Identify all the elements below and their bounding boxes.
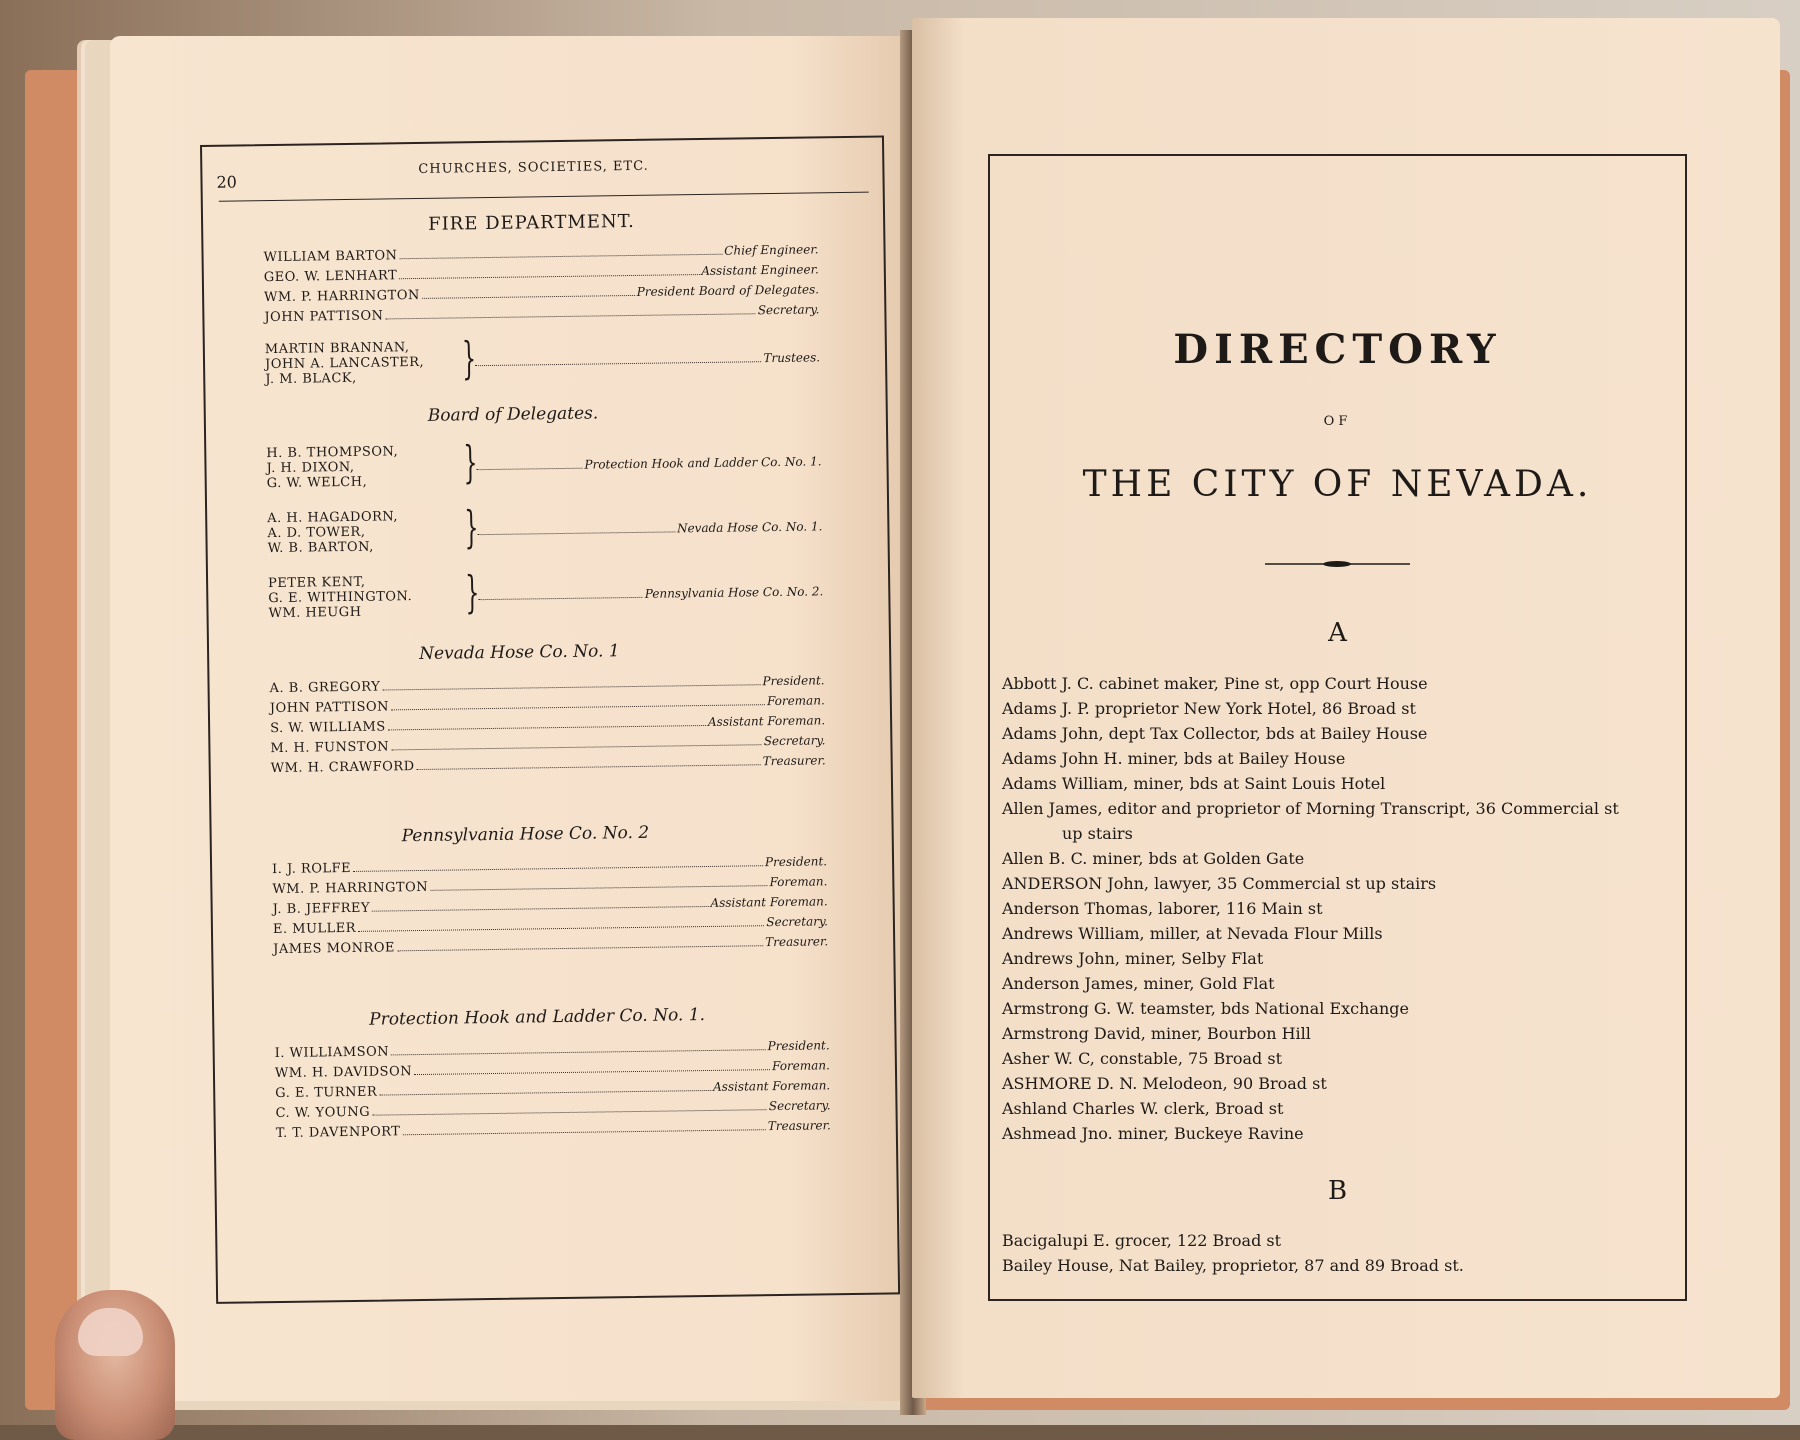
officer-name: T. T. DAVENPORT	[275, 1124, 401, 1142]
brace-glyph: }	[464, 567, 480, 619]
leader-dots	[391, 1049, 765, 1055]
delegate-name: G. W. WELCH,	[266, 474, 368, 492]
leader-dots	[477, 531, 675, 535]
leader-line	[476, 454, 821, 474]
directory-entry: ASHMORE D. N. Melodeon, 90 Broad st	[1002, 1074, 1327, 1093]
delegate-name: H. B. THOMPSON,	[266, 444, 399, 462]
officer-name: E. MULLER	[272, 920, 357, 938]
leader-dots	[417, 764, 761, 770]
trustees-group	[265, 334, 821, 390]
running-head: CHURCHES, SOCIETIES, ETC.	[418, 158, 649, 177]
delegate-group	[268, 568, 824, 624]
trustee-name: JOHN A. LANCASTER,	[264, 354, 425, 373]
delegate-name: G. E. WITHINGTON.	[268, 589, 413, 607]
officer-name: WM. H. DAVIDSON	[274, 1064, 413, 1082]
leader-dots	[414, 1069, 770, 1075]
delegate-names	[268, 574, 412, 621]
leader-dots	[430, 885, 767, 891]
delegate-names	[267, 509, 398, 556]
officer-name: WM. P. HARRINGTON	[264, 287, 420, 306]
leader-dots	[388, 725, 706, 730]
officer-title: Secretary.	[768, 1098, 831, 1114]
officer-title: Foreman.	[766, 693, 825, 709]
section-b-entries	[1002, 1228, 1677, 1278]
leader-dots	[477, 468, 583, 470]
leader-dots	[422, 295, 635, 299]
delegate-name: PETER KENT,	[268, 574, 366, 592]
delegate-name: J. H. DIXON,	[266, 459, 355, 477]
officer-title: Assistant Foreman.	[712, 1078, 831, 1094]
directory-entry: ANDERSON John, lawyer, 35 Commercial st up stairs	[1002, 874, 1437, 893]
leader-dots	[353, 865, 763, 872]
directory-entry: Bacigalupi E. grocer, 122 Broad st	[1002, 1231, 1282, 1250]
directory-of: OF	[1323, 414, 1352, 429]
officer-title: President.	[767, 1038, 830, 1054]
leader-dots	[391, 744, 762, 750]
officer-title: Treasurer.	[767, 1118, 831, 1134]
directory-entry: Allen James, editor and proprietor of Morning Transcript, 36 Commercial st	[1002, 799, 1619, 818]
section-letter-b: B	[1327, 1176, 1348, 1206]
leader-line	[478, 584, 823, 604]
officer-name: JOHN PATTISON	[264, 308, 384, 326]
delegate-company: Pennsylvania Hose Co. No. 2.	[644, 584, 824, 601]
officer-title: Secretary.	[763, 733, 826, 749]
page-number: 20	[216, 172, 238, 192]
leader-dots	[400, 254, 723, 260]
leader-dots	[478, 597, 642, 600]
directory-entry: Adams John H. miner, bds at Bailey House	[1002, 749, 1346, 768]
leader-dots	[402, 1129, 765, 1135]
header-rule	[219, 192, 869, 202]
leader-dots	[475, 361, 761, 366]
officer-name: I. J. ROLFE	[272, 860, 352, 878]
directory-entry: Anderson James, miner, Gold Flat	[1002, 974, 1275, 993]
directory-entry: Allen B. C. miner, bds at Golden Gate	[1002, 849, 1305, 868]
delegate-company: Nevada Hose Co. No. 1.	[676, 519, 823, 536]
left-page-frame	[200, 135, 900, 1303]
officer-title: Assistant Foreman.	[710, 894, 828, 910]
trustee-name: MARTIN BRANNAN,	[264, 340, 410, 358]
leader-dots	[382, 684, 760, 690]
trustee-name: J. M. BLACK,	[265, 370, 357, 388]
brace-glyph: }	[461, 333, 477, 385]
directory-entry: Anderson Thomas, laborer, 116 Main st	[1002, 899, 1323, 918]
officer-name: WM. H. CRAWFORD	[270, 759, 415, 777]
leader-dots	[386, 313, 756, 319]
officer-title: Secretary.	[766, 914, 828, 930]
ornament-rule	[1265, 558, 1410, 570]
fire-department-title: FIRE DEPARTMENT.	[427, 210, 635, 235]
officer-title: Foreman.	[772, 1058, 831, 1074]
officer-name: G. E. TURNER	[275, 1084, 378, 1102]
directory-entry: Abbott J. C. cabinet maker, Pine st, opp Court House	[1002, 674, 1428, 693]
leader-dots	[379, 1090, 711, 1096]
directory-title: DIRECTORY	[1173, 326, 1502, 373]
delegate-group	[267, 503, 823, 559]
officer-name: JAMES MONROE	[273, 940, 396, 958]
directory-entry: Adams William, miner, bds at Saint Louis Hotel	[1002, 774, 1386, 793]
directory-entry: Andrews John, miner, Selby Flat	[1002, 949, 1264, 968]
delegate-name: WM. HEUGH	[268, 604, 362, 622]
directory-entry: Armstrong G. W. teamster, bds National Exchange	[1002, 999, 1409, 1018]
directory-entry: Ashland Charles W. clerk, Broad st	[1002, 1099, 1284, 1118]
page-header	[208, 150, 873, 199]
directory-entry: Adams J. P. proprietor New York Hotel, 86 Broad st	[1002, 699, 1416, 718]
officer-title: President Board of Delegates.	[636, 282, 820, 299]
leader-dots	[372, 1109, 767, 1116]
section-letter-a: A	[1328, 618, 1347, 648]
leader-dots	[372, 906, 708, 912]
section-a-entries	[1002, 671, 1677, 1146]
leader-dots	[391, 704, 765, 710]
officer-title: Secretary.	[757, 302, 820, 318]
leader-line	[475, 350, 820, 370]
officer-title: Assistant Engineer.	[701, 262, 819, 279]
officer-title: Chief Engineer.	[724, 242, 819, 258]
officer-name: S. W. WILLIAMS	[270, 719, 386, 737]
delegate-names	[266, 444, 399, 491]
thumbnail	[78, 1308, 143, 1356]
board-of-delegates-title: Board of Delegates.	[427, 403, 599, 426]
officer-name: WM. P. HARRINGTON	[272, 879, 429, 898]
protection-hook-title: Protection Hook and Ladder Co. No. 1.	[369, 1005, 706, 1030]
nevada-hose-title: Nevada Hose Co. No. 1	[418, 641, 620, 664]
officer-name: A. B. GREGORY	[269, 679, 381, 697]
trustees-title: Trustees.	[763, 350, 821, 366]
officer-name: J. B. JEFFREY	[272, 900, 371, 918]
directory-entry: Ashmead Jno. miner, Buckeye Ravine	[1002, 1124, 1304, 1143]
leader-dots	[397, 945, 763, 951]
pennsylvania-hose-title: Pennsylvania Hose Co. No. 2	[401, 822, 650, 847]
brace-glyph: }	[464, 502, 479, 554]
officer-name: I. WILLIAMSON	[274, 1044, 390, 1062]
delegate-group	[266, 438, 822, 494]
trustee-names	[265, 340, 425, 387]
directory-entry-continuation: up stairs	[1062, 824, 1133, 843]
city-title: THE CITY OF NEVADA.	[1082, 464, 1593, 505]
directory-entry: Asher W. C, constable, 75 Broad st	[1002, 1049, 1283, 1068]
officer-title: Treasurer.	[765, 934, 829, 950]
officer-name: JOHN PATTISON	[269, 699, 390, 717]
directory-entry: Armstrong David, miner, Bourbon Hill	[1002, 1024, 1311, 1043]
right-page-frame	[988, 154, 1687, 1301]
leader-dots	[399, 274, 699, 279]
delegate-name: A. H. HAGADORN,	[267, 509, 399, 527]
officer-title: President.	[762, 673, 825, 689]
officer-name: M. H. FUNSTON	[270, 739, 390, 757]
directory-entry: Adams John, dept Tax Collector, bds at Bailey House	[1002, 724, 1428, 743]
officer-name: WILLIAM BARTON	[263, 248, 398, 266]
leader-line	[477, 519, 822, 539]
officer-title: President.	[764, 854, 828, 870]
leader-dots	[358, 925, 764, 932]
officer-name: C. W. YOUNG	[275, 1104, 371, 1122]
officer-title: Assistant Foreman.	[707, 713, 826, 729]
officer-title: Treasurer.	[762, 753, 826, 769]
brace-glyph: }	[463, 437, 478, 489]
delegate-name: A. D. TOWER,	[267, 524, 366, 542]
directory-entry: Andrews William, miller, at Nevada Flour Mills	[1002, 924, 1383, 943]
delegate-company: Protection Hook and Ladder Co. No. 1.	[584, 454, 822, 472]
delegate-name: W. B. BARTON,	[267, 539, 374, 557]
officer-name: GEO. W. LENHART	[263, 268, 398, 286]
directory-entry: Bailey House, Nat Bailey, proprietor, 87 and 89 Broad st.	[1002, 1256, 1464, 1275]
officer-title: Foreman.	[769, 874, 828, 890]
